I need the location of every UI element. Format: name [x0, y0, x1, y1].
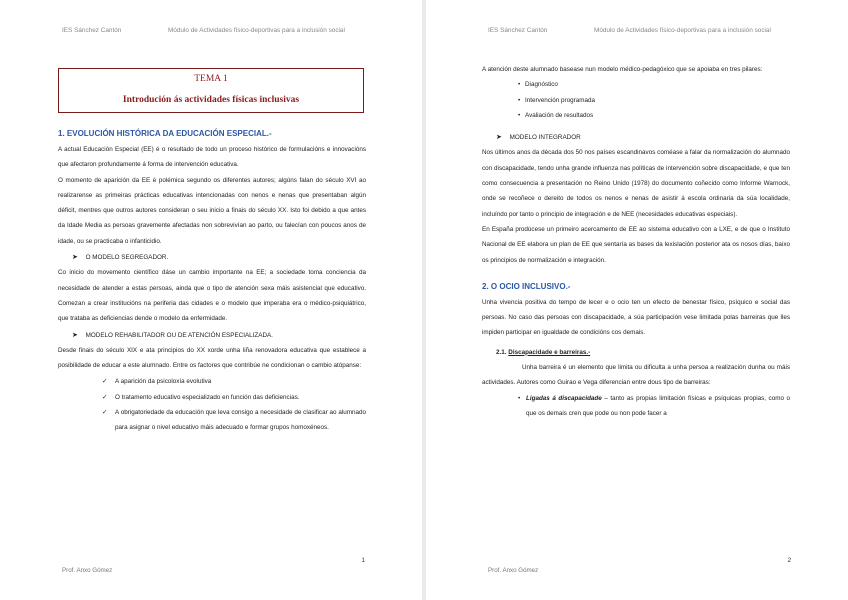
header-module: Módulo de Actividades físico-deportivas para a inclusión social — [594, 27, 771, 34]
paragraph: Nos últimos anos da década dos 50 nos países escandinavos coméase a falar da normalización do alumnado con discapacidade, tendo unha grande influenza nas políticas de intervención sobre discapacidade, e que ten como consecuencia a presentación no Reino Unido (1978) do documento coñecido como Informe Warnock, onde se recoñece o dereito de todos os nenos e nenas de asistir á escola ordinaria da súa localidade, incluíndo por tanto o principio de integración e de NEE (necesidades educativas especiais). — [482, 149, 790, 218]
list-item: • Intervención programada — [518, 93, 790, 108]
header-module: Módulo de Actividades físico-deportivas para a inclusión social — [168, 27, 345, 34]
footer-author: Prof. Anxo Gómez — [62, 567, 113, 574]
model-heading — [72, 250, 366, 265]
list-item: ✓ O tratamento educativo especializado en función das deficiencias. — [102, 390, 366, 405]
list-item: • Diagnóstico — [518, 77, 790, 92]
list-item: ✓ A aparición da psicoloxía evolutiva — [102, 374, 366, 389]
model-label: O MODELO SEGREGADOR. — [85, 254, 169, 262]
list-item: ✓ A obrigatoriedade da educación que leva consigo a necesidade de clasificar ao alumnado para asignar o nivel educativo máis adecuado e formar grupos homoxéneos. — [102, 405, 366, 436]
list-item — [518, 391, 790, 422]
paragraph: O momento de aparición da EE é polémica segundo os diferentes autores; algúns falan do século XVI ao realizarense as primeiras prácticas educativas intencionadas con nenos e nenas que presentaban algún déficit, mentres que outros autores consideran o seu inicio a finais do século XX. Isto foi debido a que antes da Idade Media as persoas gravemente afectadas non sobrevivían ao parto, ou falecían con poucos anos de idade, ou se practicaba o infanticidio. — [58, 176, 366, 245]
footer-author: Prof. Anxo Gómez — [488, 567, 539, 574]
paragraph: En España prodúcese un primeiro acercamento de EE ao sistema educativo con a LXE, e de que o Instituto Nacional de EE elabora un plan de EE que sentaría as bases da lexislación posterior ata os nosos días, baixo os principios de normalización e integración. — [482, 225, 790, 264]
paragraph: Desde finais do século XIX e ata principios do XX xorde unha liña renovadora educativa que establece a posibilidade de educar a este alumnado. Entre os factores que contribúe ne condicionan o cambio atópanse: — [58, 346, 366, 370]
factors-list — [102, 374, 366, 435]
list-item: • Avaliación de resultados — [518, 108, 790, 123]
bullet-emphasis: Ligadas á discapacidade — [526, 394, 602, 402]
title-box — [58, 68, 364, 113]
subsection-heading — [496, 345, 790, 360]
tema-subtitle: Introdución ás actividades físicas inclusivas — [122, 95, 300, 105]
paragraph: Unha barreira é un elemento que limita ou dificulta a unha persoa a realización dunha ou máis actividades. Autores como Guirao e Vega diferencian entre dous tipo de barreiras: — [482, 364, 790, 387]
tema-title: TEMA 1 — [194, 74, 228, 84]
section-heading: 1. EVOLUCIÓN HISTÓRICA DA EDUCACIÓN ESPECIAL.- — [58, 129, 272, 138]
paragraph: A atención deste alumnado basease nun modelo médico-pedagóxico que se apoiaba en tres pilares: — [482, 66, 763, 73]
model-heading — [496, 130, 790, 145]
document-page-1 — [0, 0, 422, 600]
page-body — [482, 62, 790, 421]
paragraph: A actual Educación Especial (EE) é o resultado de todo un proceso histórico de formulacións e innovacións que afectaron profundamente á forma de intervención educativa. — [58, 146, 366, 169]
document-page-2 — [426, 0, 848, 600]
page-body — [58, 58, 366, 436]
model-heading — [72, 328, 366, 343]
page-number: 1 — [361, 557, 365, 564]
model-label: MODELO REHABILITADOR OU DE ATENCIÓN ESPECIALIZADA. — [85, 331, 273, 339]
pillars-list — [518, 77, 790, 123]
arrow-bullet-icon: ➤ — [72, 331, 78, 339]
bullet-text: – tanto as propias limitación físicas e psíquicas propias, como o que os demais cren que pode ou non pode facer a — [526, 394, 790, 417]
header-school: IES Sánchez Cantón — [62, 27, 122, 34]
paragraph: Co inicio do movemento científico dáse un cambio importante na EE; a sociedade toma conciencia da necesidade de atender a estas persoas, ainda que o tipo de atención sexa máis asistencial que educativo. Comezan a crear institucións na periferia das cidades e o modelo que imperaba era o médico-psiquiátrico, que trataba as deficiencias dende o modelo da enfermidade. — [58, 269, 366, 323]
page-number: 2 — [787, 557, 791, 564]
header-school: IES Sánchez Cantón — [488, 27, 548, 34]
paragraph: Unha vivencia positiva do tempo de lecer e o ocio ten un efecto de benestar físico, psíquico e social das persoas. No caso das persoas con discapacidade, a súa participación vese limitada polas barreiras que lles impiden participar en igualdade de condicións cos demais. — [482, 298, 790, 337]
subsection-number: 2.1. — [496, 348, 507, 356]
arrow-bullet-icon: ➤ — [72, 254, 78, 262]
section-heading: 2. O OCIO INCLUSIVO.- — [482, 281, 571, 291]
model-label: MODELO INTEGRADOR — [509, 134, 581, 142]
subsection-label: Discapacidade e barreiras.- — [508, 348, 591, 356]
arrow-bullet-icon: ➤ — [496, 134, 502, 142]
